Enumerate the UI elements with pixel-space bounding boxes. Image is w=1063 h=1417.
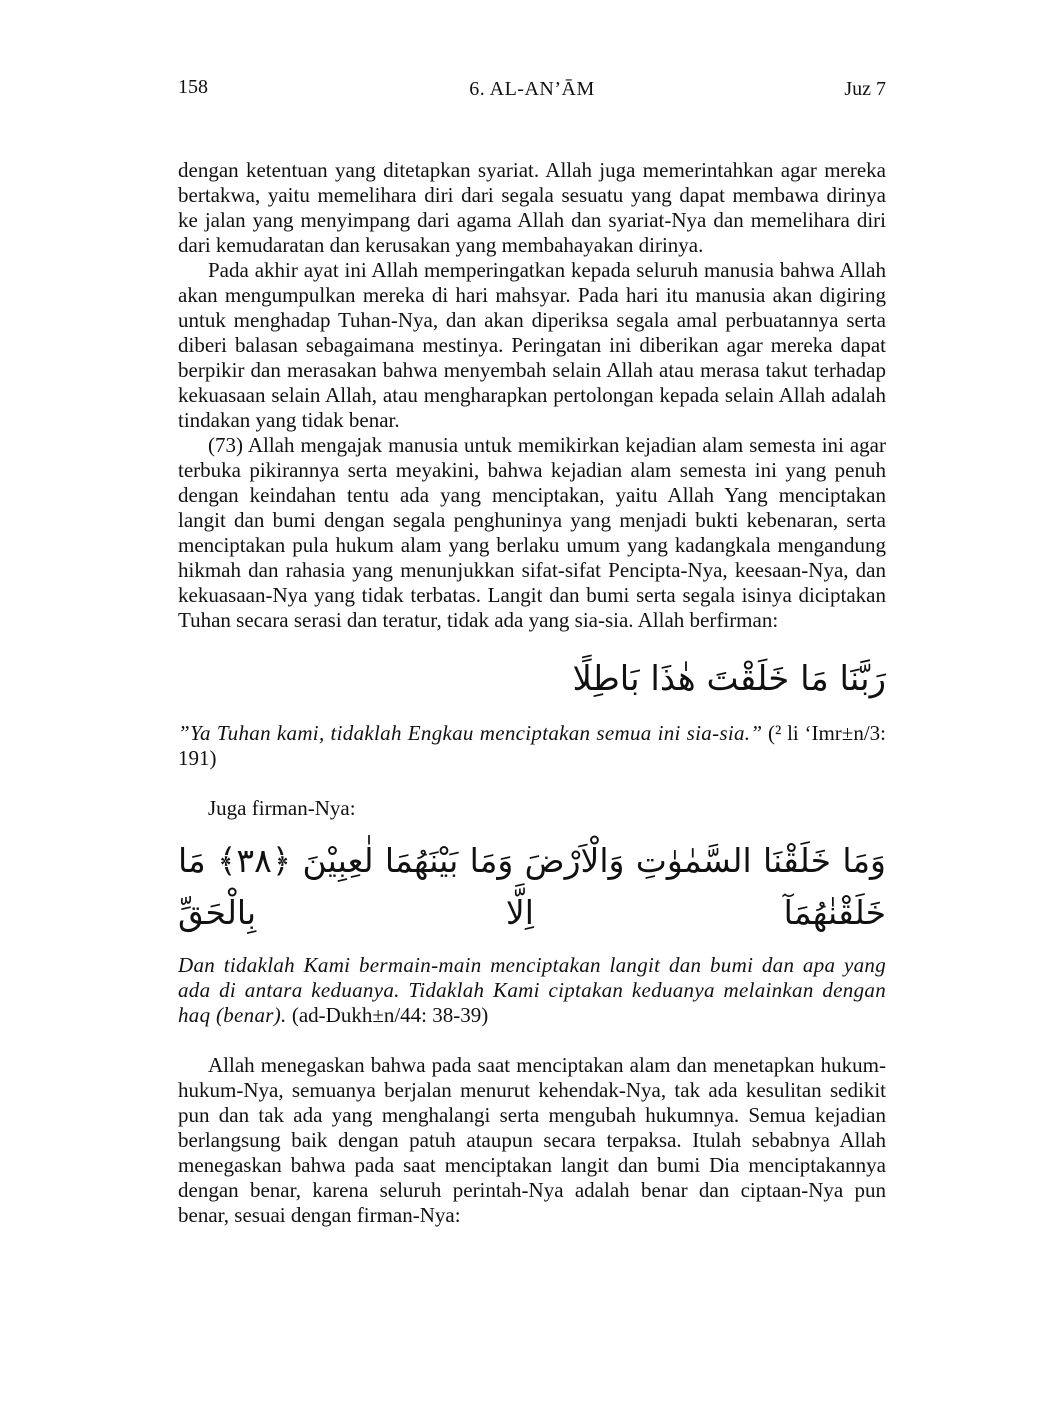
arabic-verse-2: وَمَا خَلَقْنَا السَّمٰوٰتِ وَالْاَرْضَ وَمَا بَيْنَهُمَا لٰعِبِيْنَ ﴿٣٨﴾ مَا خَلَقْنٰهُمَآ اِلَّا بِالْحَقِّ [178,841,886,932]
verse-translation-1 [178,721,886,771]
translation-text-2: Dan tidaklah Kami bermain-main menciptakan langit dan bumi dan apa yang ada di antara keduanya. Tidaklah Kami ciptakan keduanya melainkan dengan haq (benar). [178,953,886,1027]
paragraph-2: Pada akhir ayat ini Allah memperingatkan kepada seluruh manusia bahwa Allah akan mengumpulkan mereka di hari mahsyar. Pada hari itu manusia akan digiring untuk menghadap Tuhan-Nya, dan akan diperiksa segala amal perbuatannya serta diberi balasan sebagaimana mestinya. Peringatan ini diberikan agar mereka dapat berpikir dan merasakan bahwa menyembah selain Allah atau merasa takut terhadap kekuasaan selain Allah, atau mengharapkan pertolongan kepada selain Allah adalah tindakan yang tidak benar. [178,258,886,432]
translation-text-1: ”Ya Tuhan kami, tidaklah Engkau menciptakan semua ini sia-sia.” [178,721,763,745]
page-body [178,158,886,1228]
juz-label: Juz 7 [844,78,886,100]
page-number: 158 [178,76,208,98]
arabic-verse-1: رَبَّنَا مَا خَلَقْتَ هٰذَا بَاطِلًا [572,659,886,699]
verse-translation-2 [178,953,886,1028]
surah-title: 6. AL-AN’ĀM [469,78,595,100]
paragraph-3: (73) Allah mengajak manusia untuk memikirkan kejadian alam semesta ini agar terbuka pikirannya serta meyakini, bahwa kejadian alam semesta ini yang penuh dengan keindahan tentu ada yang menciptakan, yaitu Allah Yang menciptakan langit dan bumi dengan segala penghuninya yang menjadi bukti kebenaran, serta menciptakan pula hukum alam yang berlaku umum yang kadangkala mengandung hikmah dan rahasia yang menunjukkan sifat-sifat Pencipta-Nya, keesaan-Nya, dan kekuasaan-Nya yang tidak terbatas. Langit dan bumi serta segala isinya diciptakan Tuhan secara serasi dan teratur, tidak ada yang sia-sia. Allah berfirman: [178,433,886,632]
page-header [178,76,886,106]
paragraph-5: Allah menegaskan bahwa pada saat menciptakan alam dan menetapkan hukum-hukum-Nya, semuanya berjalan menurut kehendak-Nya, tak ada kesulitan sedikit pun dan tak ada yang menghalangi serta mengubah hukumnya. Semua kejadian berlangsung baik dengan patuh ataupun secara terpaksa. Itulah sebabnya Allah menegaskan bahwa pada saat menciptakan langit dan bumi Dia menciptakannya dengan benar, karena seluruh perintah-Nya adalah benar dan ciptaan-Nya pun benar, sesuai dengan firman-Nya: [178,1053,886,1227]
verse-reference-1: (² li ‘Imr±n/3: 191) [178,721,886,770]
paragraph-4: Juga firman-Nya: [208,796,356,820]
paragraph-1: dengan ketentuan yang ditetapkan syariat. Allah juga memerintahkan agar mereka bertakwa, yaitu memelihara diri dari segala sesuatu yang dapat membawa dirinya ke jalan yang menyimpang dari agama Allah dan syariat-Nya dan memelihara diri dari kemudaratan dan kerusakan yang membahayakan dirinya. [178,158,886,257]
verse-reference-2: (ad-Dukh±n/44: 38-39) [286,1003,489,1027]
